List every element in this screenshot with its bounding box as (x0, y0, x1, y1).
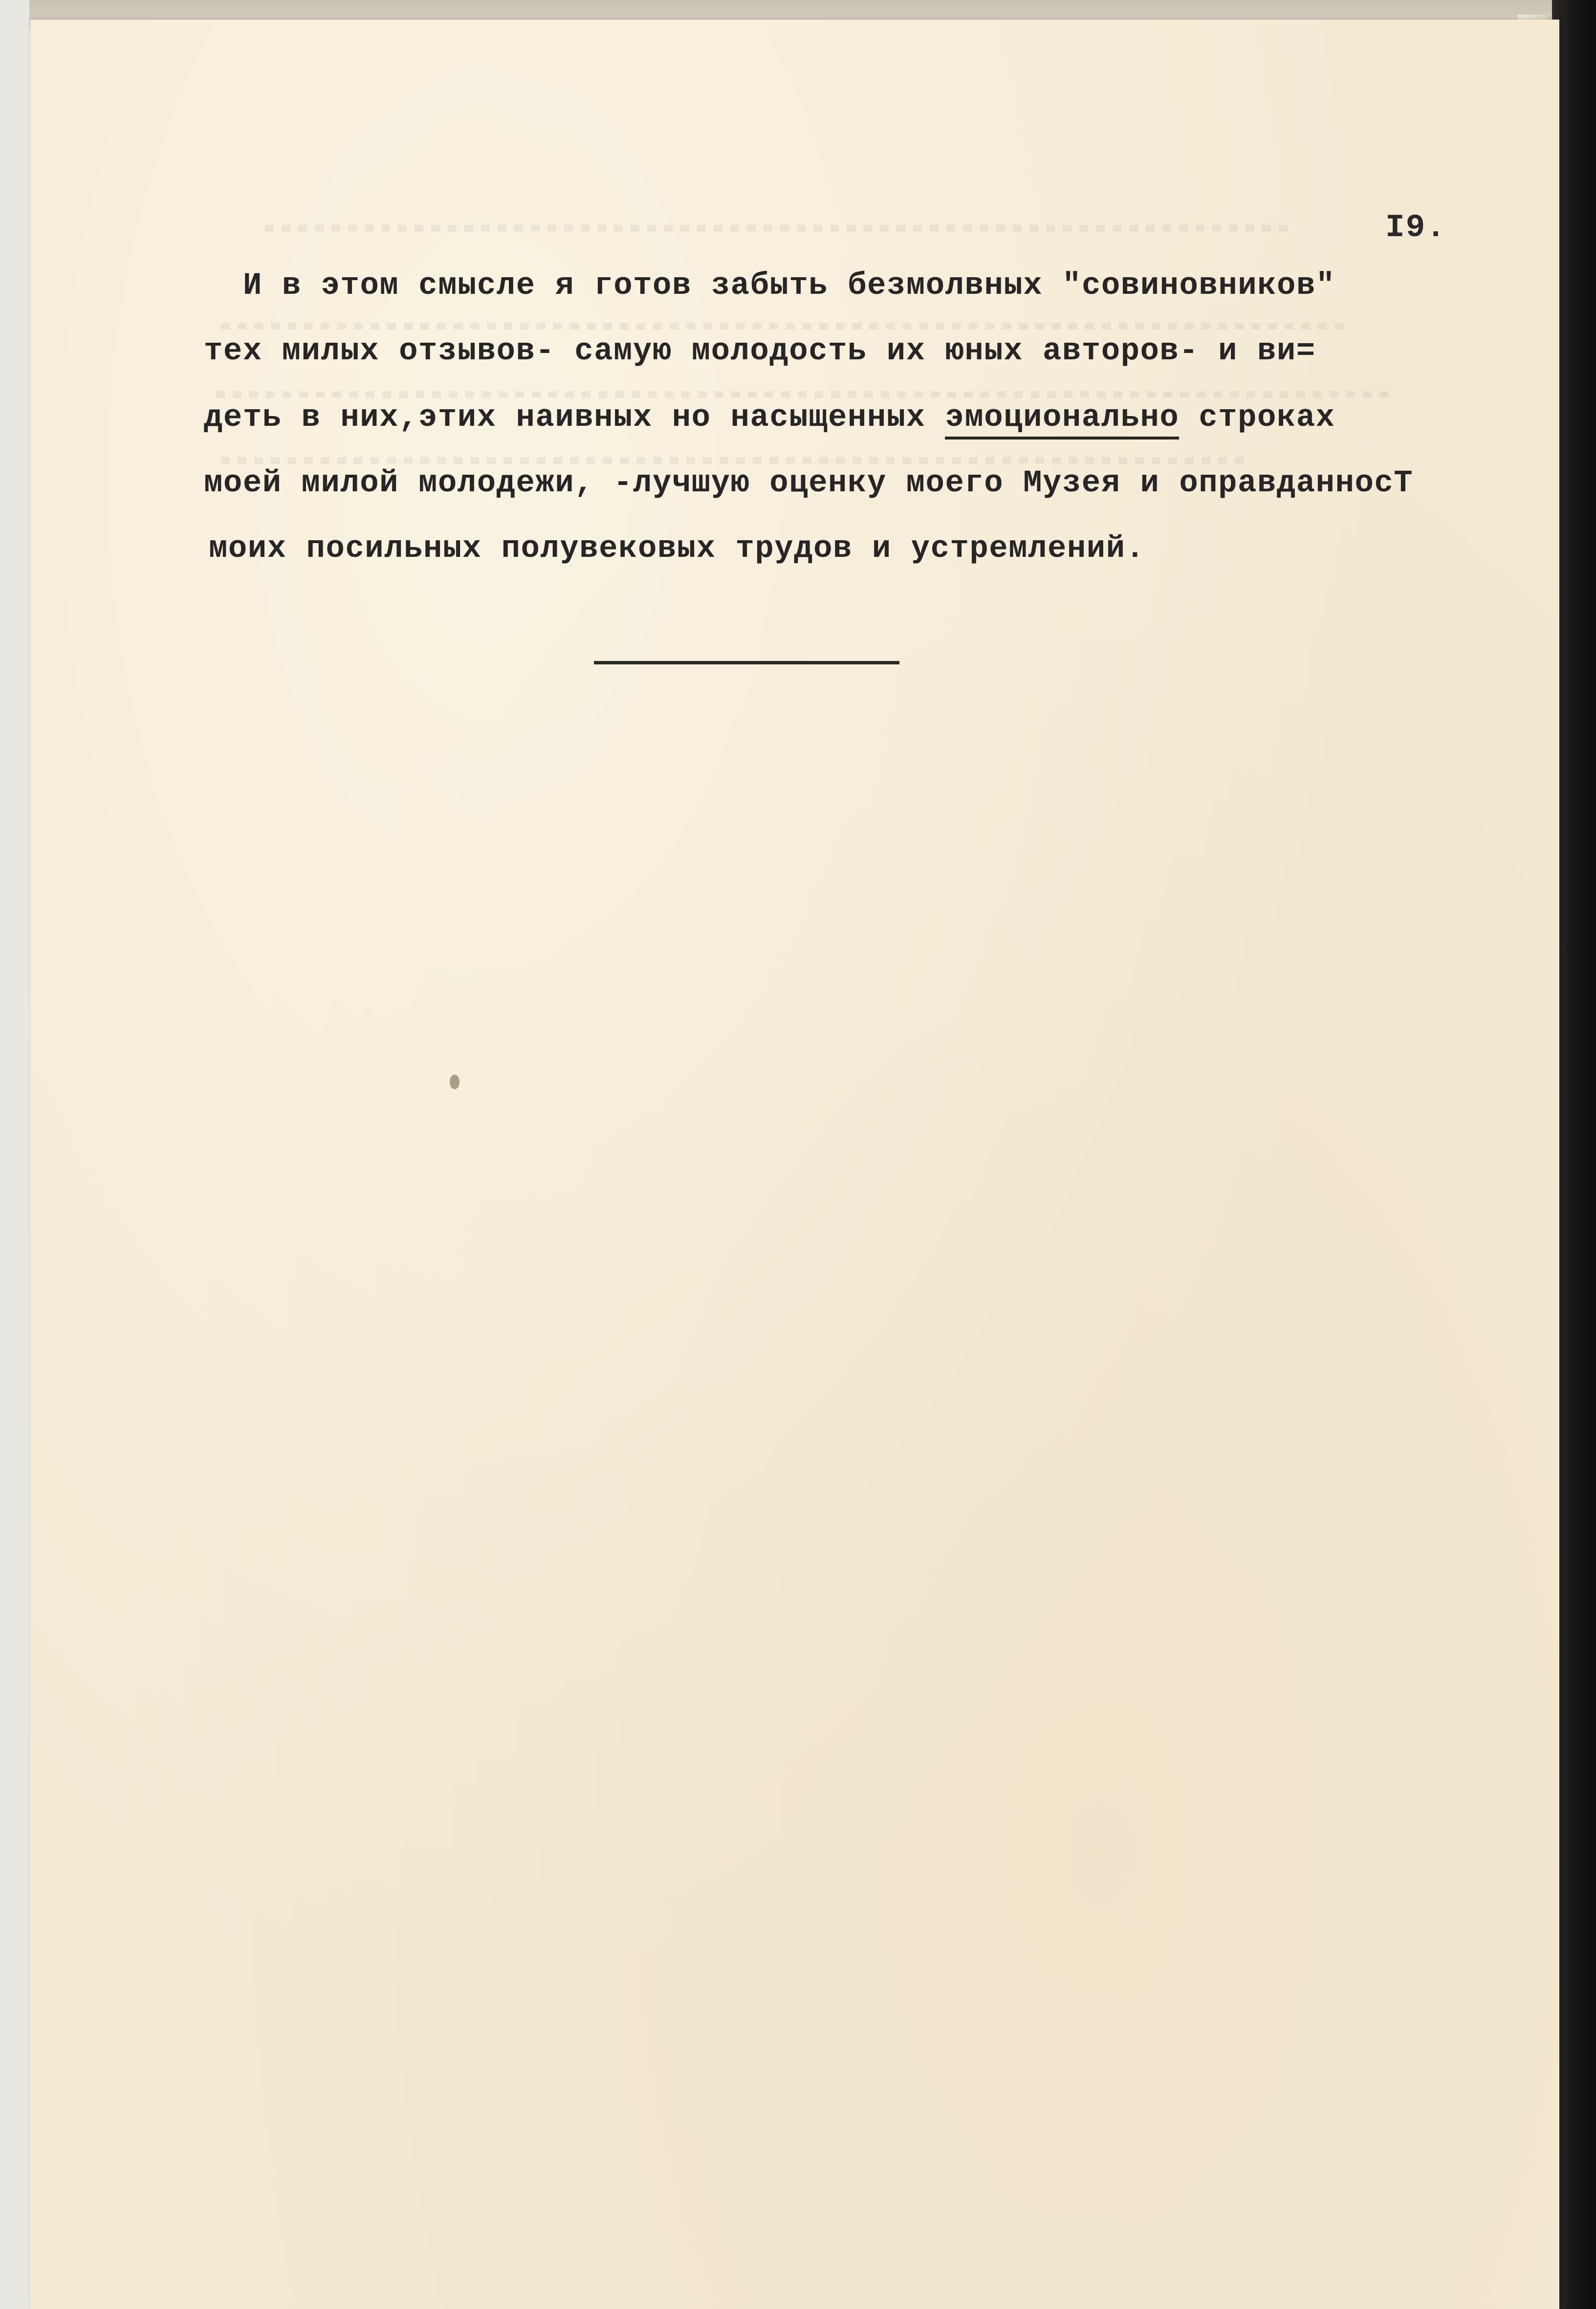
underlined-word: эмоционально (945, 400, 1179, 440)
ghost-impression (216, 391, 1389, 398)
text-segment: строках (1179, 400, 1335, 436)
text-segment: деть в них,этих наивных но насыщенных (204, 400, 945, 436)
text-line: И в этом смысле я готов забыть безмолвных "совиновников" (243, 268, 1335, 304)
ink-speck (450, 1075, 459, 1089)
text-line: моих посильных полувековых трудов и устремлений. (209, 531, 1145, 567)
ghost-impression (221, 323, 1345, 330)
text-line: моей милой молодежи, -лучшую оценку моего Музея и оправданносТ (204, 466, 1414, 501)
page-number: I9. (1385, 209, 1446, 246)
text-line (204, 398, 1335, 438)
ghost-impression (265, 225, 1291, 232)
closing-rule (594, 661, 899, 664)
document-page (30, 20, 1559, 2309)
ghost-impression (221, 457, 1247, 464)
text-line: тех милых отзывов- самую молодость их юных авторов- и ви= (204, 334, 1316, 369)
